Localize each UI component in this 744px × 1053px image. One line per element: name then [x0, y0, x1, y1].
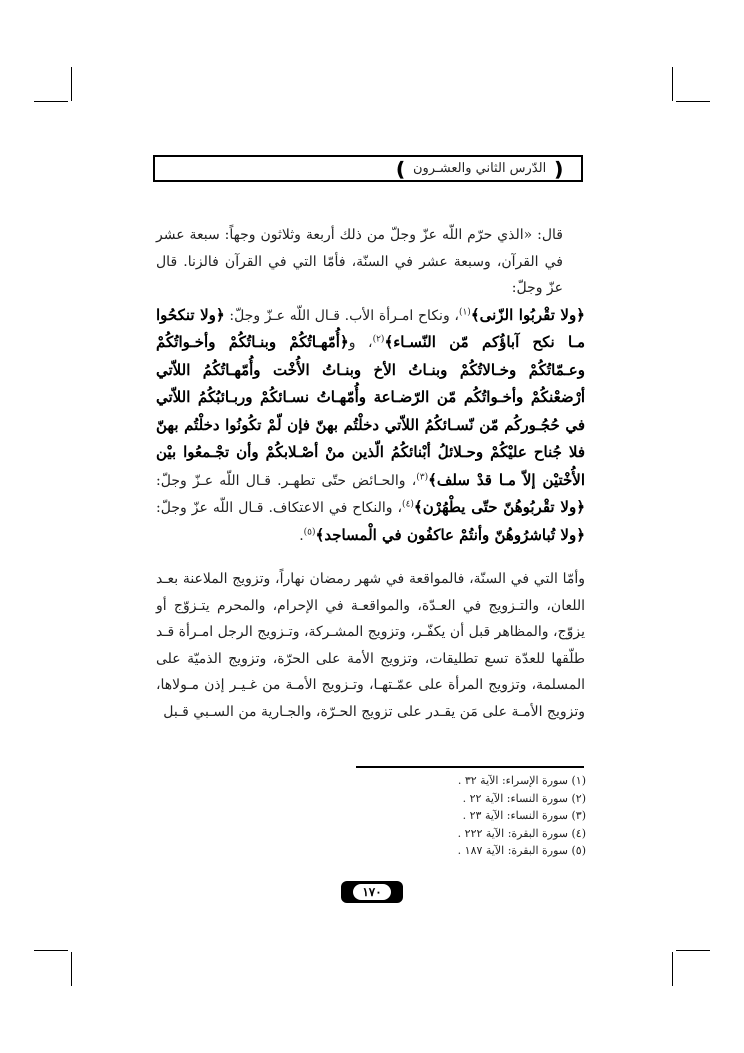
footnote-item: (١) سورة الإسراء: الآية ٣٢ .	[457, 774, 586, 787]
crop-mark	[34, 101, 68, 102]
crop-mark	[71, 952, 72, 986]
footnote-ref: (٥)	[303, 526, 316, 537]
header-title-text: الدّرس الثاني والعشـرون	[412, 161, 547, 176]
body-text: ، والحـائض حتّى تطهـر. قـال اللّه عـزّ وجلّ:	[156, 472, 417, 489]
footnotes	[358, 772, 586, 860]
crop-mark	[34, 950, 68, 951]
quran-verse: ﴿ولا تقْربُوا الزّنى﴾	[470, 305, 585, 324]
crop-mark	[676, 101, 710, 102]
quran-verse: ﴿ولا تقْربُوهُنّ حتّى يطْهُرْن﴾	[413, 498, 585, 516]
footnote-ref: (٣)	[416, 471, 429, 482]
quran-verse: ﴿ولا تُباشرُوهُنّ وأنتُمْ عاكفُون في الْمساجد﴾	[315, 525, 585, 544]
crop-mark	[71, 67, 72, 101]
header-title	[384, 156, 575, 181]
footnote-ref: (١)	[458, 306, 471, 317]
body-text: قال: «الذي حرّم اللّه عزّ وجلّ من ذلك أربعة وثلاثون وجهاً: سبعة عشر في القرآن، وسبعة عشر في السنّة، فأمّا التي في القرآن فالزنا. قال عزّ وجلّ:	[156, 227, 563, 296]
body-text: .	[299, 527, 304, 544]
body-text: ، ونكاح امـرأة الأب. قـال اللّه عـزّ وجلّ:	[224, 307, 459, 324]
crop-mark	[672, 67, 673, 101]
crop-mark	[676, 950, 710, 951]
footnote-item: (٥) سورة البقرة: الآية ١٨٧ .	[457, 844, 586, 857]
paragraph-1	[156, 222, 585, 549]
bracket-icon: ❪	[550, 156, 567, 181]
footnote-ref: (٢)	[372, 334, 385, 345]
quran-verse: ﴿أُمّهـاتُكُمْ وبنـاتُكُمْ وأخـواتُكُمْ وعـمّاتُكُمْ وخـالاتُكُمْ وبنـاتُ الأخ وبنـاتُ الأُخْت وأُمّهـاتُكُمُ اللاّتي أرْضعْنكُمْ وأخـواتُكُم مّن الرّضـاعة وأُمّهـاتُ نسـائكُمْ وربـائبُكُمُ اللاّتي في حُجُـوركُم مّن نّسـائكُمُ اللاّتي دخلْتُم بهنّ فإن لّمْ تكُونُوا دخلْتُم بهنّ فلا جُناح عليْكُمْ وحـلائلُ أبْنائكُمُ الّذين منْ أصْـلابكُمْ وأن تجْـمعُوا بيْن الأُخْتيْن إلاّ مـا قدْ سلف﴾	[156, 333, 585, 489]
page-number: ١٧٠	[353, 884, 391, 900]
body-text: ، والنكاح في الاعتكاف. قـال اللّه عزّ وجلّ:	[156, 500, 403, 516]
running-header	[153, 155, 583, 182]
body-text: وأمّا التي في السنّة، فالمواقعة في شهر رمضان نهاراً، وتزويج الملاعنة بعـد اللعان، والتـزويج في العـدّة، والمواقعـة في الإحرام، والمحرم يتـزوّج أو يزوّج، والمظاهر قبل أن يكفّـر، وتزويج المشـركة، وتـزويج الرجل امـرأة قـد طلّقها للعدّة تسع تطليقات، وتزويج الأمة على الحرّة، وتزويج الذميّة على المسلمة، وتزويج المرأة على عمّـتهـا، وتـزويج الأمـة من غـيـر إذن مـولاها، وتزويج الأمـة على مَن يقـدر على تزويج الحـرّة، والجـارية من السـبي قـبل	[156, 571, 585, 720]
footnote-item: (٣) سورة النساء: الآية ٢٣ .	[462, 809, 586, 822]
crop-mark	[672, 952, 673, 986]
footnote-item: (٢) سورة النساء: الآية ٢٢ .	[462, 791, 586, 805]
footnote-divider	[356, 766, 584, 768]
footnote-item: (٤) سورة البقرة: الآية ٢٢٢ .	[457, 826, 586, 840]
bracket-icon: ❫	[392, 156, 409, 181]
quran-verse: ﴿ولا تنكحُوا مـا نكح آباؤُكم مّن النّسـاء﴾	[156, 305, 586, 351]
paragraph-2	[156, 566, 585, 725]
body-text: ، و	[348, 335, 373, 351]
page-number-badge	[341, 881, 403, 903]
footnote-ref: (٤)	[402, 499, 414, 510]
